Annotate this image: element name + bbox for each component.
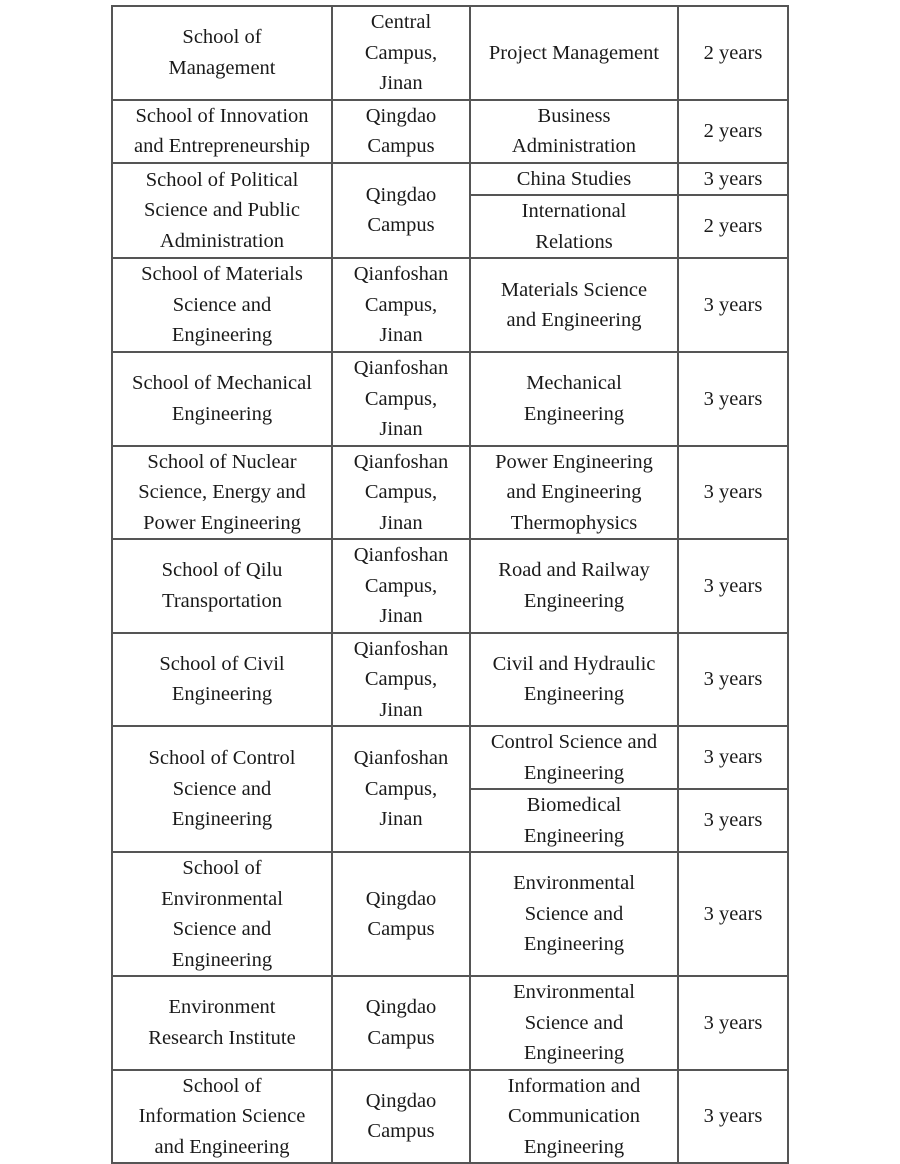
duration-cell: 2 years	[678, 6, 788, 100]
duration-cell: 3 years	[678, 1070, 788, 1164]
major-cell: Road and Railway Engineering	[470, 539, 678, 633]
major-cell: Control Science and Engineering	[470, 726, 678, 789]
school-cell: School of Mechanical Engineering	[112, 352, 332, 446]
table-row	[112, 258, 788, 352]
major-cell: China Studies	[470, 163, 678, 196]
campus-cell: Qingdao Campus	[332, 100, 470, 163]
major-cell: Mechanical Engineering	[470, 352, 678, 446]
campus-cell: Qingdao Campus	[332, 1070, 470, 1164]
table-row	[112, 100, 788, 163]
school-cell: School of Innovation and Entrepreneurship	[112, 100, 332, 163]
school-cell: School of Political Science and Public Administration	[112, 163, 332, 259]
table-row	[112, 6, 788, 100]
programs-table	[111, 5, 789, 1164]
duration-cell: 3 years	[678, 789, 788, 852]
school-cell: School of Environmental Science and Engineering	[112, 852, 332, 976]
major-cell: Power Engineering and Engineering Thermophysics	[470, 446, 678, 540]
duration-cell: 3 years	[678, 726, 788, 789]
table-row	[112, 852, 788, 976]
major-cell: Information and Communication Engineering	[470, 1070, 678, 1164]
duration-cell: 3 years	[678, 852, 788, 976]
major-cell: Materials Science and Engineering	[470, 258, 678, 352]
school-cell: School of Control Science and Engineering	[112, 726, 332, 852]
campus-cell: Central Campus, Jinan	[332, 6, 470, 100]
table-row	[112, 633, 788, 727]
table-row	[112, 539, 788, 633]
major-cell: International Relations	[470, 195, 678, 258]
table-row	[112, 352, 788, 446]
school-cell: School of Civil Engineering	[112, 633, 332, 727]
campus-cell: Qingdao Campus	[332, 976, 470, 1070]
duration-cell: 3 years	[678, 258, 788, 352]
school-cell: Environment Research Institute	[112, 976, 332, 1070]
table-row	[112, 446, 788, 540]
table-row	[112, 726, 788, 789]
major-cell: Project Management	[470, 6, 678, 100]
campus-cell: Qianfoshan Campus, Jinan	[332, 352, 470, 446]
school-cell: School of Qilu Transportation	[112, 539, 332, 633]
table-row	[112, 1070, 788, 1164]
major-cell: Business Administration	[470, 100, 678, 163]
major-cell: Environmental Science and Engineering	[470, 976, 678, 1070]
duration-cell: 2 years	[678, 100, 788, 163]
duration-cell: 2 years	[678, 195, 788, 258]
campus-cell: Qianfoshan Campus, Jinan	[332, 258, 470, 352]
table-row	[112, 976, 788, 1070]
duration-cell: 3 years	[678, 163, 788, 196]
major-cell: Biomedical Engineering	[470, 789, 678, 852]
school-cell: School of Materials Science and Engineering	[112, 258, 332, 352]
major-cell: Civil and Hydraulic Engineering	[470, 633, 678, 727]
duration-cell: 3 years	[678, 446, 788, 540]
campus-cell: Qianfoshan Campus, Jinan	[332, 726, 470, 852]
school-cell: School of Management	[112, 6, 332, 100]
campus-cell: Qianfoshan Campus, Jinan	[332, 446, 470, 540]
school-cell: School of Information Science and Engineering	[112, 1070, 332, 1164]
table-row	[112, 163, 788, 196]
school-cell: School of Nuclear Science, Energy and Power Engineering	[112, 446, 332, 540]
duration-cell: 3 years	[678, 352, 788, 446]
campus-cell: Qingdao Campus	[332, 852, 470, 976]
duration-cell: 3 years	[678, 633, 788, 727]
duration-cell: 3 years	[678, 539, 788, 633]
major-cell: Environmental Science and Engineering	[470, 852, 678, 976]
campus-cell: Qingdao Campus	[332, 163, 470, 259]
duration-cell: 3 years	[678, 976, 788, 1070]
campus-cell: Qianfoshan Campus, Jinan	[332, 633, 470, 727]
campus-cell: Qianfoshan Campus, Jinan	[332, 539, 470, 633]
